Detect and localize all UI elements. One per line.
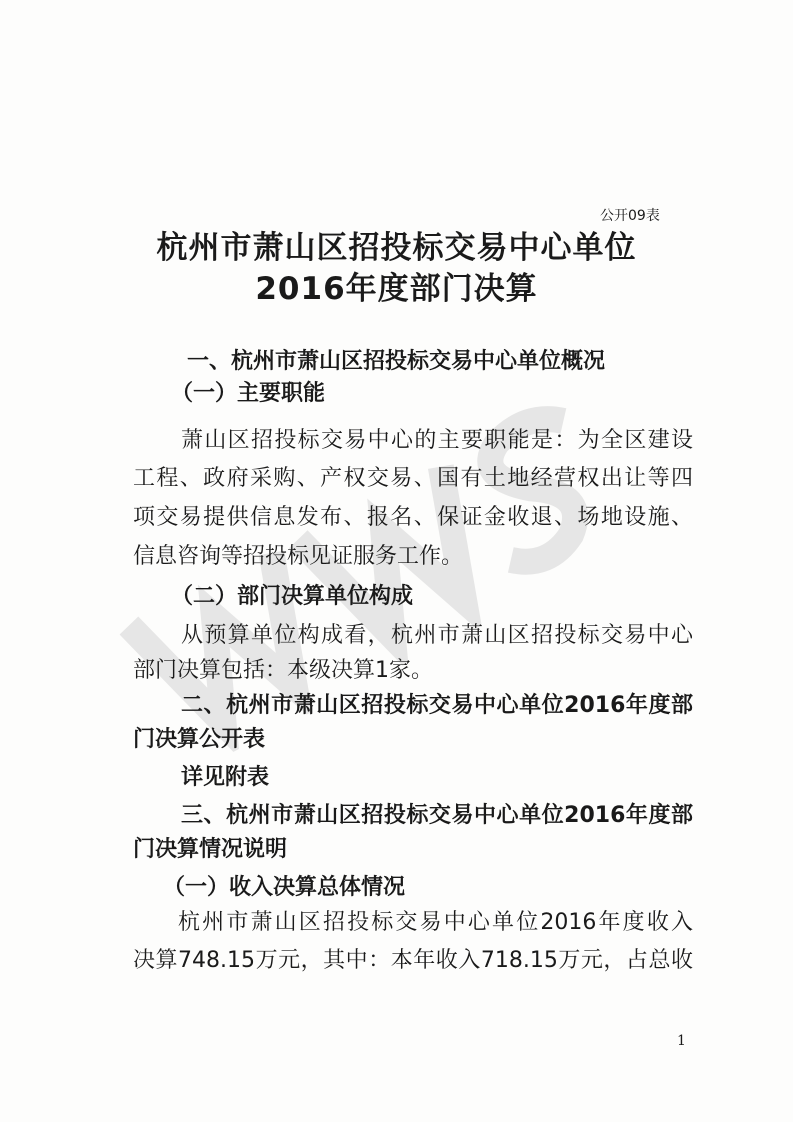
paragraph-line: 杭州市萧山区招投标交易中心单位2016年度收入 bbox=[178, 910, 693, 935]
section-1-subheading-1: （一）主要职能 bbox=[171, 381, 326, 406]
section-3-subheading-1: （一）收入决算总体情况 bbox=[163, 875, 406, 900]
paragraph-line: 部门决算包括：本级决算1家。 bbox=[133, 658, 433, 683]
page-number: 1 bbox=[677, 1033, 686, 1049]
paragraph-line: 项交易提供信息发布、报名、保证金收退、场地设施、 bbox=[133, 505, 693, 530]
paragraph-line: 决算748.15万元，其中：本年收入718.15万元，占总收 bbox=[133, 948, 693, 973]
section-1-heading: 一、杭州市萧山区招投标交易中心单位概况 bbox=[187, 349, 606, 374]
section-2-heading-line1: 二、杭州市萧山区招投标交易中心单位2016年度部 bbox=[181, 693, 693, 718]
table-tag: 公开09表 bbox=[600, 208, 660, 224]
section-1-subheading-2: （二）部门决算单位构成 bbox=[171, 584, 414, 609]
paragraph-line: 工程、政府采购、产权交易、国有土地经营权出让等四 bbox=[133, 466, 693, 491]
section-3-heading-line1: 三、杭州市萧山区招投标交易中心单位2016年度部 bbox=[181, 803, 693, 828]
section-2-heading-line2: 门决算公开表 bbox=[133, 727, 266, 752]
see-attachment-text: 详见附表 bbox=[181, 765, 270, 790]
paragraph-line: 从预算单位构成看，杭州市萧山区招投标交易中心 bbox=[181, 623, 693, 648]
document-title-line2: 2016年度部门决算 bbox=[255, 271, 538, 307]
paragraph-line: 萧山区招投标交易中心的主要职能是：为全区建设 bbox=[181, 428, 693, 453]
section-3-heading-line2: 门决算情况说明 bbox=[133, 837, 288, 862]
document-title-line1: 杭州市萧山区招投标交易中心单位 bbox=[156, 230, 637, 266]
paragraph-line: 信息咨询等招投标见证服务工作。 bbox=[133, 544, 464, 569]
